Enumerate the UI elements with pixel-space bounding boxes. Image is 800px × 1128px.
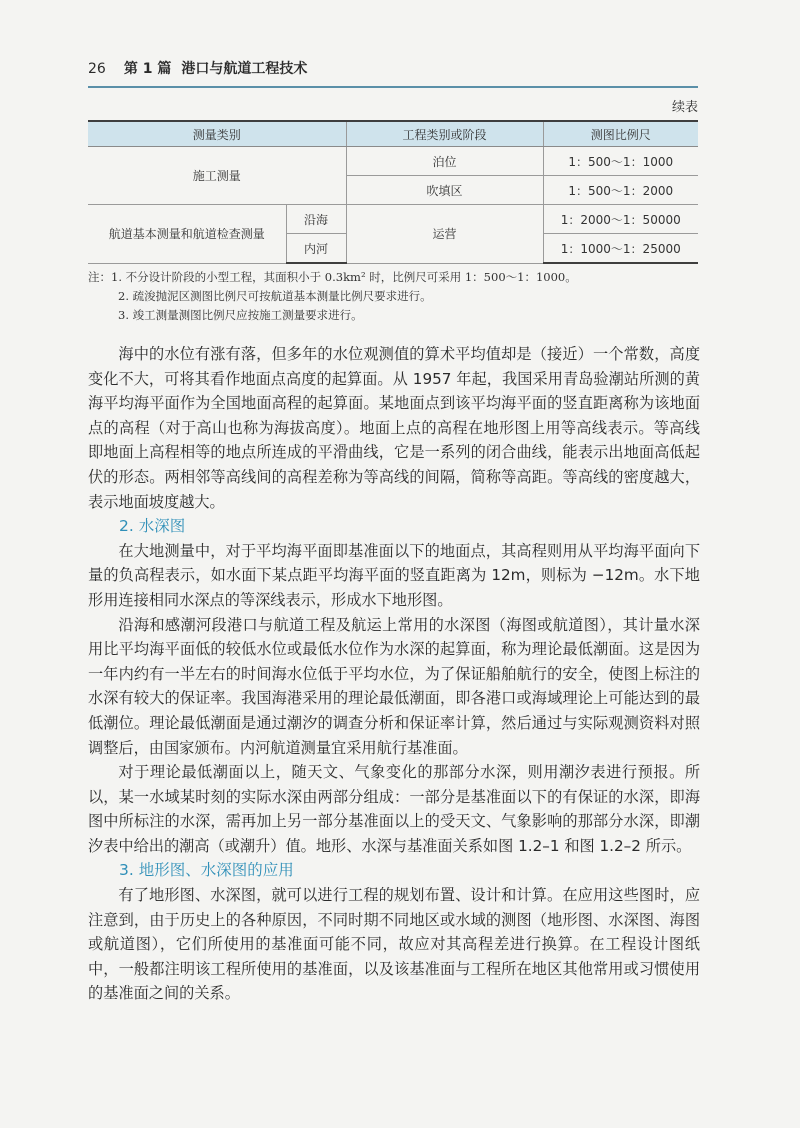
heading-application: 3. 地形图、水深图的应用 — [119, 861, 294, 880]
paragraph-tide-prediction: 对于理论最低潮面以上，随天文、气象变化的那部分水深，则用潮汐表进行预报。所以，某一水域某时刻的实际水深由两部分组成：一部分是基准面以下的有保证的水深，即海图中所标注的水深，需再加上另一部分基准面以上的受天文、气象影响的那部分水深，即潮汐表中给出的潮高（或潮升）值。地形、水深与基准面关系如图 1.2–1 和图 1.2–2 所示。 — [88, 763, 700, 855]
body-text — [88, 342, 700, 1006]
cell-scale-coastal: 1：2000～1：50000 — [543, 205, 698, 234]
paragraph-chart-datum: 沿海和感潮河段港口与航道工程及航运上常用的水深图（海图或航道图），其计量水深用比平均海平面低的较低水位或最低水位作为水深的起算面，称为理论最低潮面。这是因为一年内约有一半左右的时间海水位低于平均水位，为了保证船舶航行的安全，使图上标注的水深有较大的保证率。我国海港采用的理论最低潮面，即各港口或海域理论上可能达到的最低潮位。理论最低潮面是通过潮汐的调查分析和保证率计算，然后通过与实际观测资料对照调整后，由国家颁布。内河航道测量宜采用航行基准面。 — [88, 615, 700, 757]
cell-scale-berth: 1：500～1：1000 — [543, 147, 698, 176]
page-number: 26 — [88, 61, 106, 77]
cell-construction-category: 施工测量 — [88, 147, 346, 205]
table-row — [88, 205, 698, 234]
table-row — [88, 147, 698, 176]
part-label: 第 1 篇 — [123, 61, 172, 77]
scale-table — [88, 120, 698, 264]
col-header-scale: 测图比例尺 — [543, 121, 698, 147]
note-1: 注：1. 不分设计阶段的小型工程，其面积小于 0.3km² 时，比例尺可采用 1：500～1：1000。 — [88, 270, 577, 284]
running-header — [88, 58, 698, 78]
note-3: 3. 竣工测量测图比例尺应按施工测量要求进行。 — [118, 308, 363, 322]
cell-scale-fill: 1：500～1：2000 — [543, 176, 698, 205]
col-header-category: 测量类别 — [88, 121, 346, 147]
cell-scale-inland: 1：1000～1：25000 — [543, 234, 698, 264]
table-continued-label: 续表 — [671, 100, 698, 115]
paragraph-elevation: 海中的水位有涨有落，但多年的水位观测值的算术平均值却是（接近）一个常数，高度变化不大，可将其看作地面点高度的起算面。从 1957 年起，我国采用青岛验潮站所测的黄海平均海平面作为全国地面高程的起算面。某地面点到该平均海平面的竖直距离称为该地面点的高程（对于高山也称为海拔高度）。地面上点的高程在地形图上用等高线表示。等高线即地面上高程相等的地点所连成的平滑曲线，它是一系列的闭合曲线，能表示出地面高低起伏的形态。两相邻等高线间的高程差称为等高线的间隔，简称等高距。等高线的密度越大，表示地面坡度越大。 — [88, 345, 700, 511]
cell-channel-category: 航道基本测量和航道检查测量 — [88, 205, 286, 264]
header-rule — [88, 86, 698, 88]
note-2: 2. 疏浚抛泥区测图比例尺可按航道基本测量比例尺要求进行。 — [118, 289, 432, 303]
cell-sub-coastal: 沿海 — [286, 205, 346, 234]
col-header-stage: 工程类别或阶段 — [346, 121, 543, 147]
cell-sub-inland: 内河 — [286, 234, 346, 264]
table-header-row — [88, 121, 698, 147]
cell-stage-operation: 运营 — [346, 205, 543, 264]
section-title: 港口与航道工程技术 — [181, 61, 308, 77]
cell-stage-berth: 泊位 — [346, 147, 543, 176]
paragraph-negative-elevation: 在大地测量中，对于平均海平面即基准面以下的地面点，其高程则用从平均海平面向下量的负高程表示，如水面下某点距平均海平面的竖直距离为 12m，则标为 −12m。水下地形用连接相同水深点的等深线表示，形成水下地形图。 — [88, 541, 700, 609]
heading-depth-chart: 2. 水深图 — [119, 517, 186, 536]
cell-stage-fill: 吹填区 — [346, 176, 543, 205]
paragraph-application: 有了地形图、水深图，就可以进行工程的规划布置、设计和计算。在应用这些图时，应注意到，由于历史上的各种原因，不同时期不同地区或水域的测图（地形图、水深图、海图或航道图），它们所使用的基准面可能不同，故应对其高程差进行换算。在工程设计图纸中，一般都注明该工程所使用的基准面，以及该基准面与工程所在地区其他常用或习惯使用的基准面之间的关系。 — [88, 886, 700, 1003]
table-notes — [88, 268, 708, 325]
